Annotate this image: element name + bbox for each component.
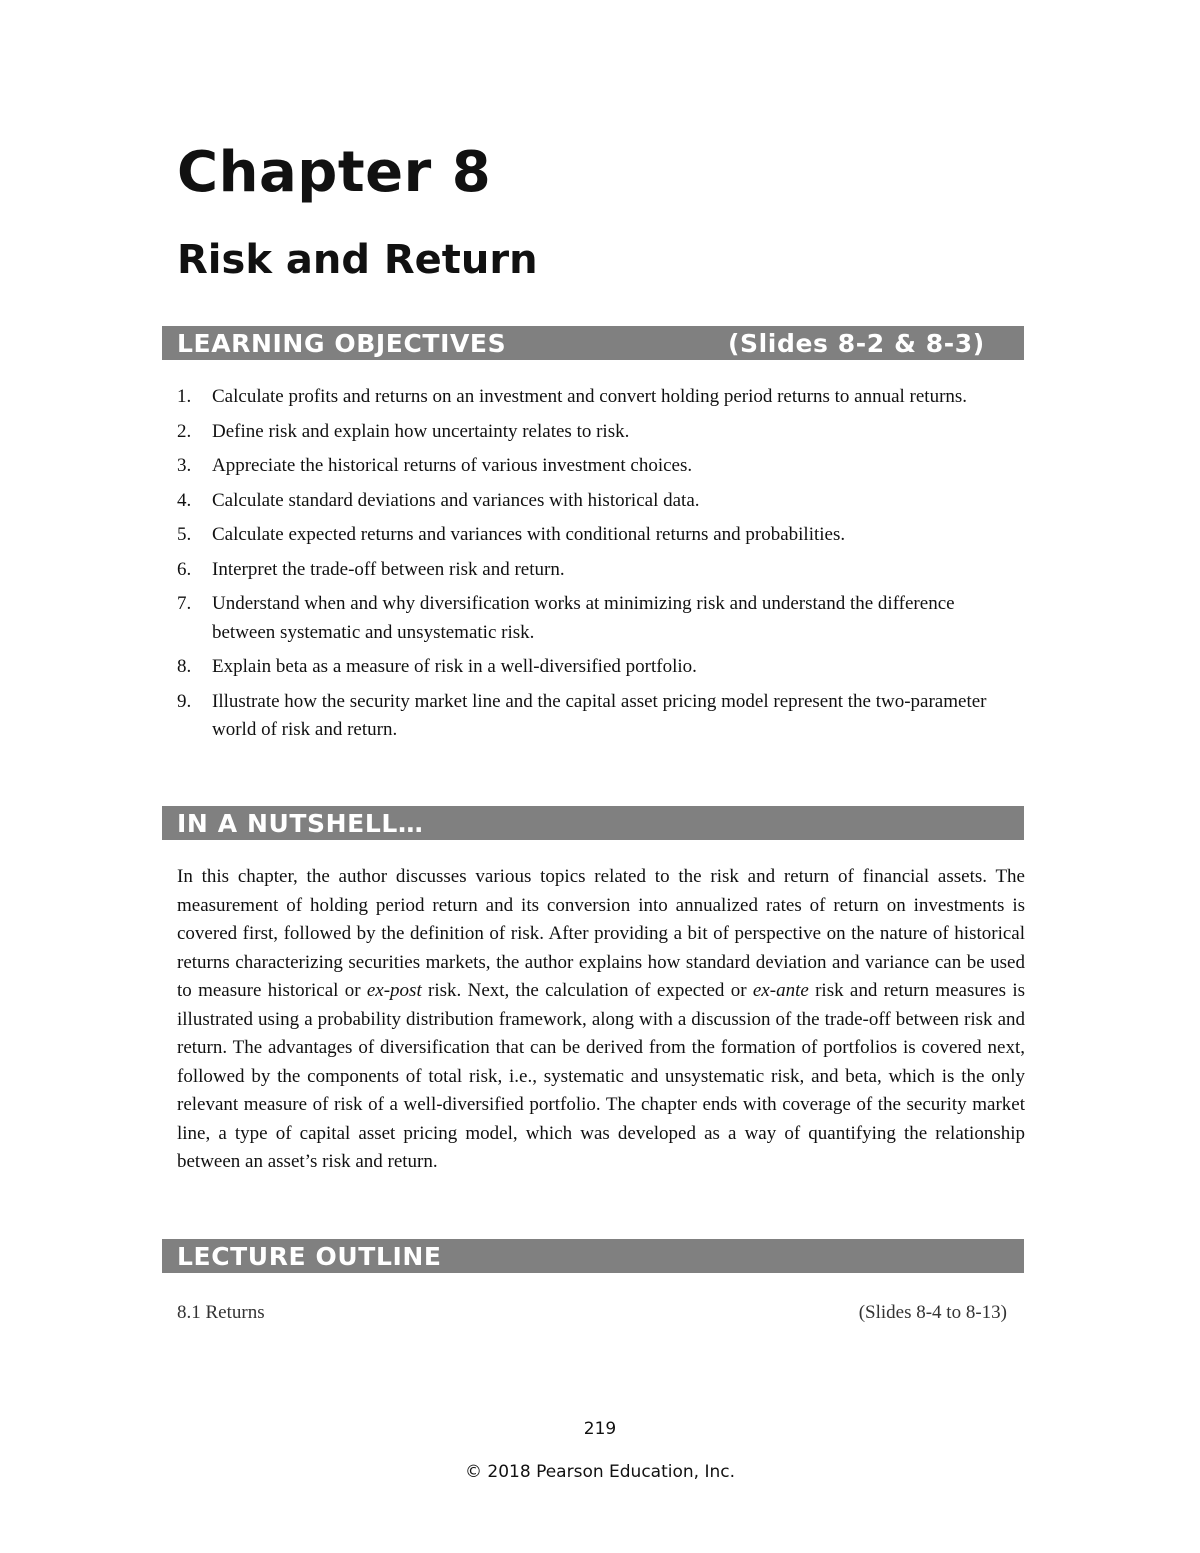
page-number: 219 xyxy=(583,1419,617,1439)
list-item-text: Illustrate how the security market line and the capital asset pricing model represent the two-parameter world of risk and return. xyxy=(212,690,987,740)
nutshell-text-2: risk. Next, the calculation of expected or xyxy=(421,980,753,1001)
list-item-text: Calculate expected returns and variances with conditional returns and probabilities. xyxy=(212,524,846,545)
list-item xyxy=(177,521,1017,550)
chapter-subtitle: Risk and Return xyxy=(177,237,538,283)
list-item-text: Calculate profits and returns on an investment and convert holding period returns to annual returns. xyxy=(212,386,968,407)
list-item-number: 3. xyxy=(177,455,192,476)
list-item xyxy=(177,418,1017,447)
learning-objectives-header xyxy=(162,326,1024,360)
list-item-text: Interpret the trade-off between risk and return. xyxy=(212,558,565,580)
list-item-number: 5. xyxy=(177,524,192,545)
list-item xyxy=(177,383,1017,412)
copyright-notice: © 2018 Pearson Education, Inc. xyxy=(465,1462,735,1482)
list-item-text: Explain beta as a measure of risk in a well-diversified portfolio. xyxy=(212,656,697,677)
list-item-number: 8. xyxy=(177,656,192,677)
list-item-text: Define risk and explain how uncertainty relates to risk. xyxy=(212,420,630,442)
list-item-text: Understand when and why diversification works at minimizing risk and understand the difference between systematic and unsystematic risk. xyxy=(212,593,955,643)
list-item-number: 7. xyxy=(177,593,192,614)
list-item xyxy=(177,452,1017,481)
nutshell-emphasis-ex-post: ex-post xyxy=(366,980,422,1001)
outline-item xyxy=(177,1299,1007,1327)
list-item-number: 9. xyxy=(177,690,192,712)
list-item-number: 2. xyxy=(177,420,192,442)
lecture-outline-heading: LECTURE OUTLINE xyxy=(177,1242,442,1271)
list-item xyxy=(177,556,1017,585)
list-item-number: 6. xyxy=(177,558,192,580)
nutshell-heading: IN A NUTSHELL… xyxy=(177,809,424,838)
nutshell-paragraph xyxy=(177,863,1025,1177)
list-item xyxy=(177,688,1017,745)
nutshell-text-3: risk and return measures is illustrated using a probability distribution framework, along with a discussion of the trade-off between risk and return. The advantages of diversification that can be derived from the formation of portfolios is covered next, followed by the components of total risk, i.e., systematic and unsystematic risk, and beta, which is the only relevant measure of risk of a well-diversified portfolio. The chapter ends with coverage of the security market line, a type of capital asset pricing model, which was developed as a way of quantifying the relationship between an asset’s risk and return. xyxy=(177,980,1025,1172)
nutshell-text-1: In this chapter, the author discusses various topics related to the risk and return of financial assets. The measurement of holding period return and its conversion into annualized rates of return on investments is covered first, followed by the definition of risk. After providing a bit of perspective on the nature of historical returns characterizing securities markets, the author explains how standard deviation and variance can be used to measure historical or xyxy=(177,866,1025,1001)
list-item xyxy=(177,487,1017,516)
learning-objectives-list xyxy=(177,383,1017,751)
outline-item-title: 8.1 Returns xyxy=(177,1302,265,1323)
learning-objectives-slides: (Slides 8-2 & 8-3) xyxy=(728,329,985,358)
nutshell-emphasis-ex-ante: ex-ante xyxy=(752,980,809,1001)
list-item-text: Appreciate the historical returns of various investment choices. xyxy=(212,455,693,476)
list-item-text: Calculate standard deviations and variances with historical data. xyxy=(212,489,700,511)
list-item-number: 4. xyxy=(177,489,192,511)
lecture-outline-header xyxy=(162,1239,1024,1273)
list-item xyxy=(177,590,1017,647)
outline-item-slides: (Slides 8-4 to 8-13) xyxy=(858,1302,1007,1323)
chapter-title: Chapter 8 xyxy=(177,140,492,205)
list-item-number: 1. xyxy=(177,386,192,407)
learning-objectives-heading: LEARNING OBJECTIVES xyxy=(177,329,507,358)
list-item xyxy=(177,653,1017,682)
nutshell-header xyxy=(162,806,1024,840)
